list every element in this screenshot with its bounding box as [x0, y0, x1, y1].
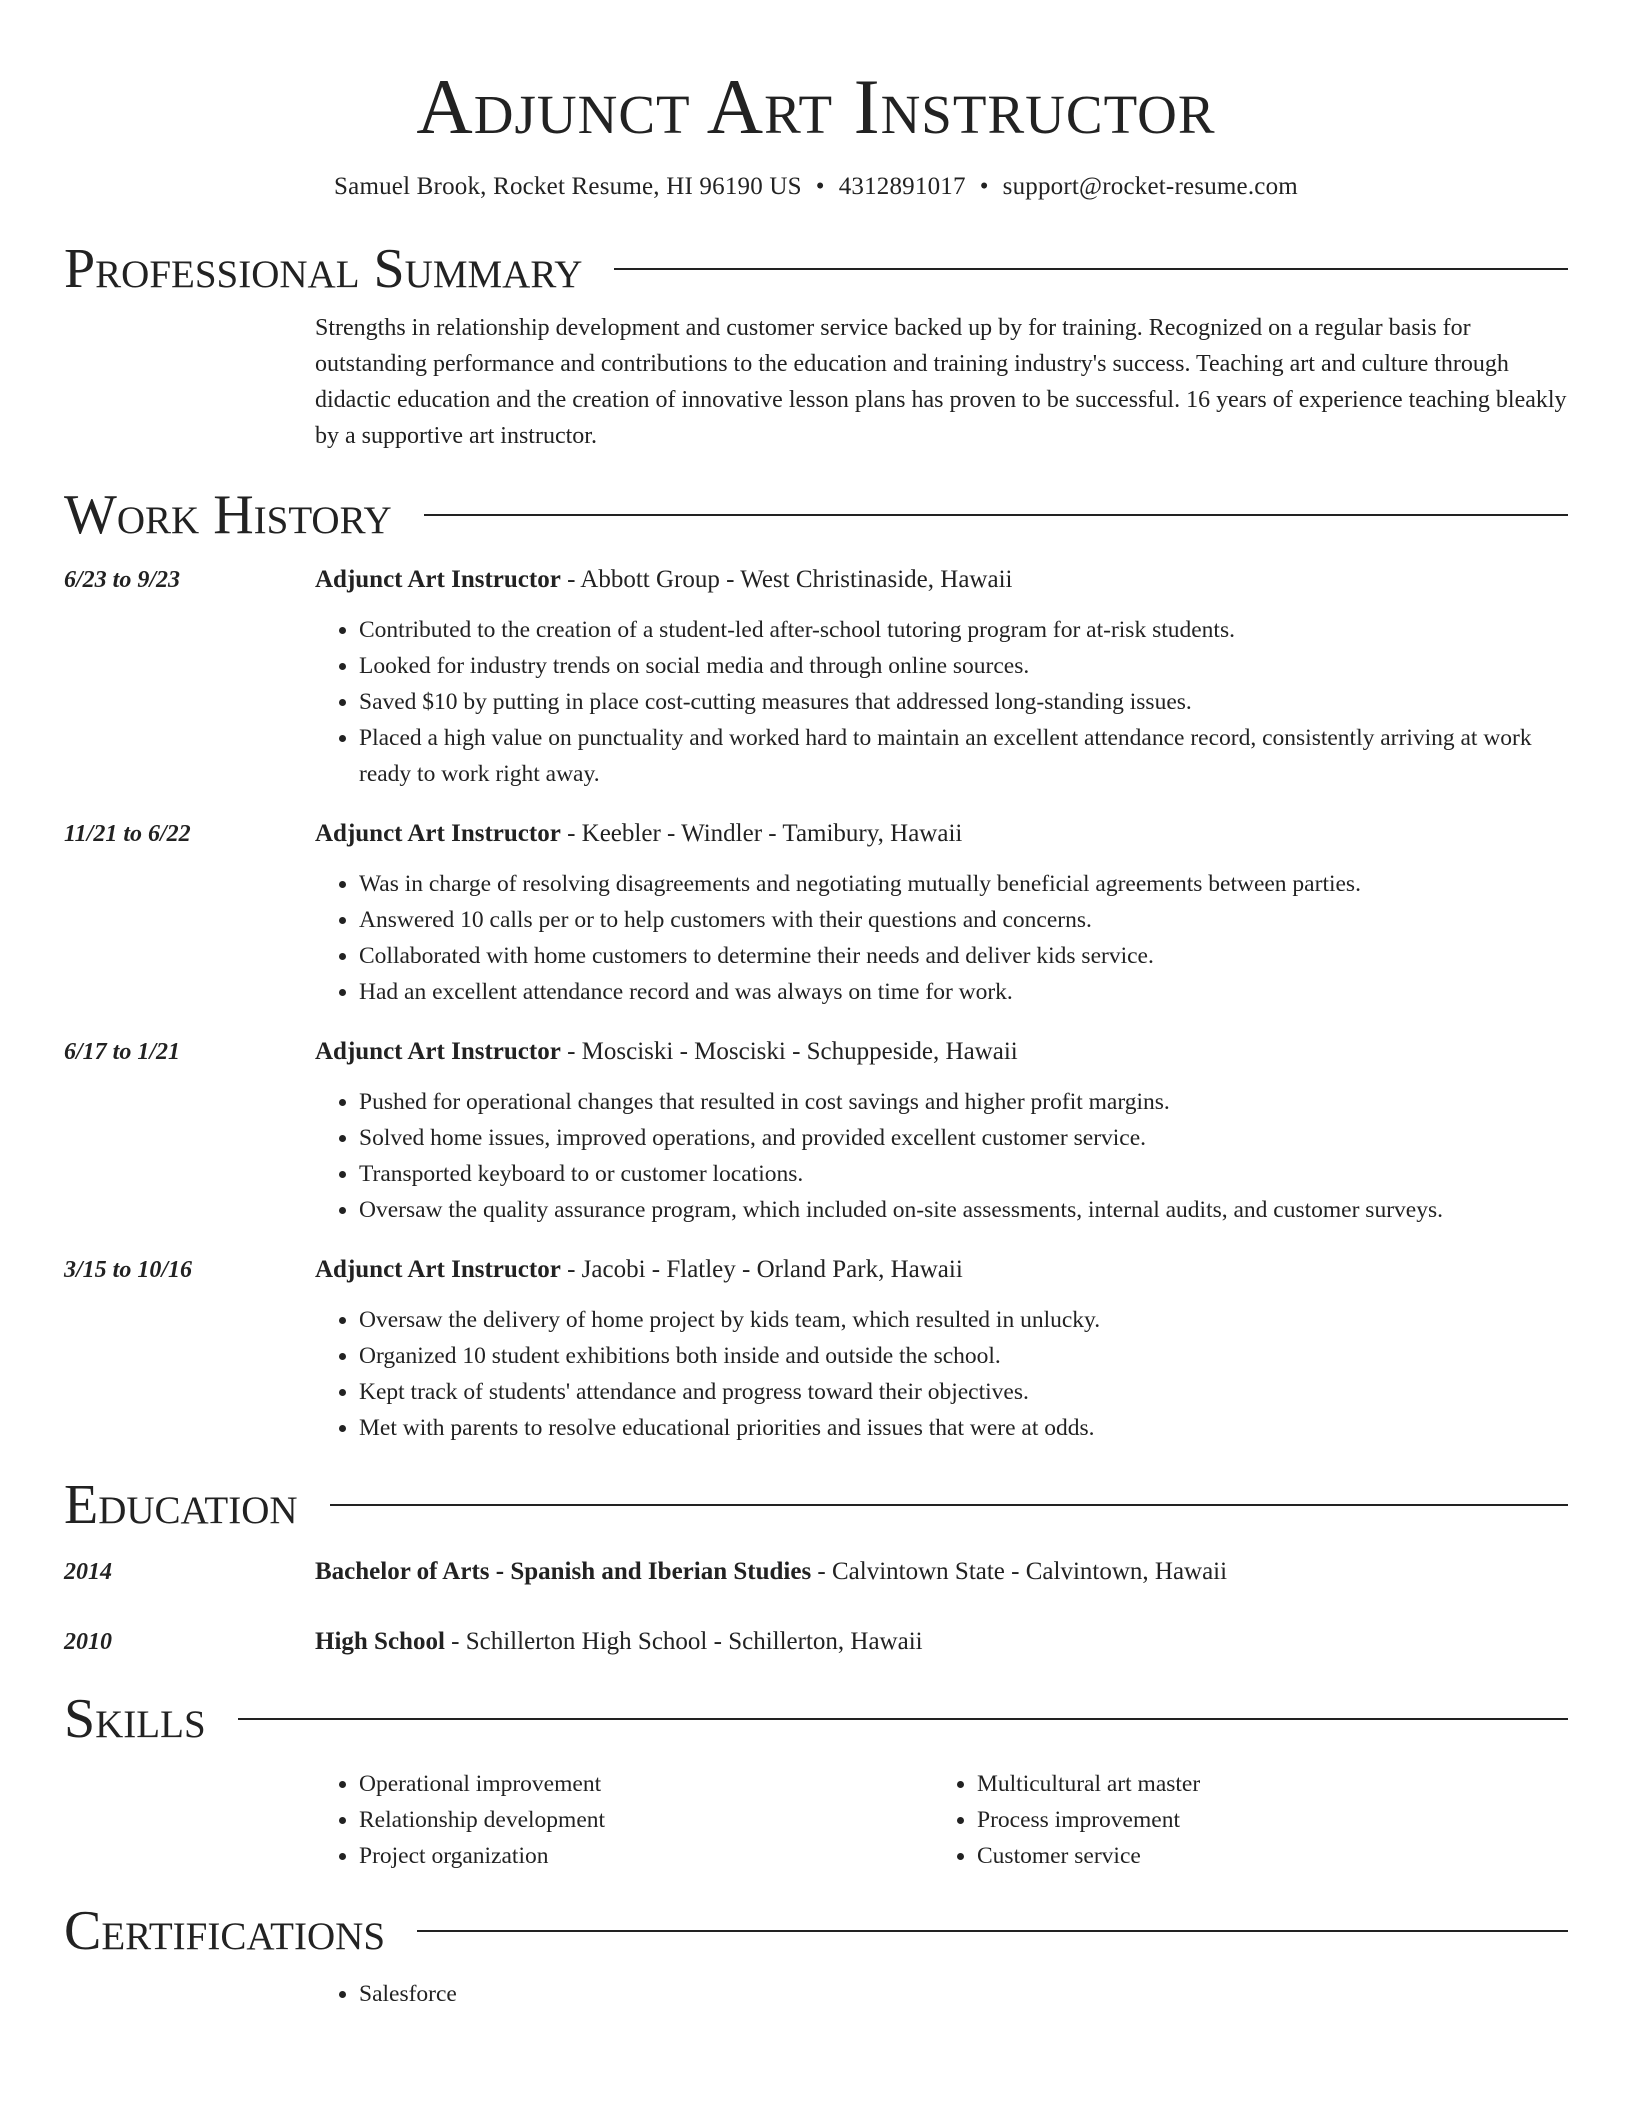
contact-email: support@rocket-resume.com: [1002, 173, 1298, 200]
skills-column-1: [315, 1766, 933, 1874]
job-bullet: • Had an excellent attendance record and was always on time for work.: [359, 974, 1568, 1010]
job-details: - Keebler - Windler - Tamibury, Hawaii: [560, 820, 963, 847]
resume-title: Adjunct Art Instructor: [416, 63, 1216, 150]
job-details: - Mosciski - Mosciski - Schuppeside, Hawaii: [560, 1038, 1018, 1065]
job-bullet: • Contributed to the creation of a student-led after-school tutoring program for at-risk students.: [359, 612, 1568, 648]
skill-item: • Process improvement: [977, 1802, 1551, 1838]
job-bullet: • Solved home issues, improved operations, and provided excellent customer service.: [359, 1120, 1568, 1156]
work-section-header: [64, 480, 1568, 550]
education-details: - Calvintown State - Calvintown, Hawaii: [811, 1558, 1228, 1585]
certifications-list: [315, 1976, 1568, 2012]
section-divider: [238, 1718, 1568, 1720]
education-degree: Bachelor of Arts - Spanish and Iberian Studies: [315, 1558, 812, 1585]
summary-left-spacer: [64, 310, 315, 454]
education-year: 2014: [64, 1559, 112, 1585]
education-year: 2010: [64, 1629, 112, 1655]
job-bullet: • Oversaw the delivery of home project by kids team, which resulted in unlucky.: [359, 1302, 1568, 1338]
job-heading: [315, 1034, 1568, 1070]
job-title: Adjunct Art Instructor: [315, 1256, 561, 1283]
job-bullet: • Kept track of students' attendance and progress toward their objectives.: [359, 1374, 1568, 1410]
job-heading: [315, 1252, 1568, 1288]
summary-heading: Professional Summary: [64, 238, 583, 300]
job-bullet: • Answered 10 calls per or to help customers with their questions and concerns.: [359, 902, 1568, 938]
job-body: [315, 562, 1568, 792]
education-entry: [64, 1624, 1568, 1660]
job-entry: [64, 1034, 1568, 1228]
skill-item: • Customer service: [977, 1838, 1551, 1874]
certifications-section-header: [64, 1896, 1568, 1966]
contact-line: [64, 170, 1568, 204]
job-bullet: • Looked for industry trends on social media and through online sources.: [359, 648, 1568, 684]
certifications-heading: Certifications: [64, 1900, 386, 1962]
job-bullet: • Collaborated with home customers to determine their needs and deliver kids service.: [359, 938, 1568, 974]
job-entry: [64, 1252, 1568, 1446]
job-dates: 11/21 to 6/22: [64, 821, 191, 847]
section-divider: [417, 1930, 1568, 1932]
certifications-body: [315, 1966, 1568, 2012]
job-title: Adjunct Art Instructor: [315, 1038, 561, 1065]
job-bullet: • Was in charge of resolving disagreements and negotiating mutually beneficial agreements between parties.: [359, 866, 1568, 902]
education-section-header: [64, 1470, 1568, 1540]
certification-item: • Salesforce: [359, 1976, 1568, 2012]
skill-item: • Relationship development: [359, 1802, 933, 1838]
job-title: Adjunct Art Instructor: [315, 820, 561, 847]
job-bullet: • Met with parents to resolve educational priorities and issues that were at odds.: [359, 1410, 1568, 1446]
job-entry: [64, 562, 1568, 792]
job-bullet: • Oversaw the quality assurance program, which included on-site assessments, internal audits, and customer surveys.: [359, 1192, 1568, 1228]
summary-row: [64, 310, 1568, 454]
job-bullet: • Pushed for operational changes that resulted in cost savings and higher profit margins.: [359, 1084, 1568, 1120]
skills-heading: Skills: [64, 1688, 206, 1750]
section-divider: [614, 268, 1568, 270]
job-bullets: [315, 1084, 1568, 1228]
job-bullet: • Transported keyboard to or customer locations.: [359, 1156, 1568, 1192]
job-bullets: [315, 612, 1568, 792]
skills-section-header: [64, 1684, 1568, 1754]
job-bullets: [315, 1302, 1568, 1446]
education-degree: High School: [315, 1628, 445, 1655]
education-body: [315, 1624, 1568, 1660]
education-details: - Schillerton High School - Schillerton, Hawaii: [444, 1628, 923, 1655]
summary-text: Strengths in relationship development and customer service backed up by for training. Recognized on a regular basis for outstanding performance and contributions to the education and training industry's success. Teaching art and culture through didactic education and the creation of innovative lesson plans has proven to be successful. 16 years of experience teaching bleakly by a supportive art instructor.: [315, 315, 1567, 449]
job-entry: [64, 816, 1568, 1010]
job-heading: [315, 562, 1568, 598]
education-body: [315, 1554, 1568, 1590]
job-bullet: • Placed a high value on punctuality and worked hard to maintain an excellent attendance record, consistently arriving at work ready to work right away.: [359, 720, 1568, 792]
work-heading: Work History: [64, 484, 392, 546]
job-dates: 6/17 to 1/21: [64, 1039, 181, 1065]
job-details: - Jacobi - Flatley - Orland Park, Hawaii: [560, 1256, 963, 1283]
job-title: Adjunct Art Instructor: [315, 566, 561, 593]
contact-separator: •: [815, 173, 825, 200]
job-body: [315, 1034, 1568, 1228]
job-heading: [315, 816, 1568, 852]
job-dates: 3/15 to 10/16: [64, 1257, 193, 1283]
skills-left-spacer: [64, 1766, 315, 1874]
contact-address: Samuel Brook, Rocket Resume, HI 96190 US: [334, 173, 802, 200]
resume-page: [64, 0, 1568, 2012]
skills-column-2: [933, 1766, 1551, 1874]
job-body: [315, 1252, 1568, 1446]
certifications-row: [64, 1966, 1568, 2012]
summary-section-header: [64, 234, 1568, 304]
job-bullet: • Saved $10 by putting in place cost-cutting measures that addressed long-standing issues.: [359, 684, 1568, 720]
job-bullets: [315, 866, 1568, 1010]
job-details: - Abbott Group - West Christinaside, Hawaii: [560, 566, 1013, 593]
skills-row: [64, 1766, 1568, 1874]
contact-separator: •: [979, 173, 989, 200]
job-body: [315, 816, 1568, 1010]
certifications-left-spacer: [64, 1966, 315, 2012]
section-divider: [424, 514, 1568, 516]
job-dates: 6/23 to 9/23: [64, 567, 181, 593]
skill-item: • Multicultural art master: [977, 1766, 1551, 1802]
section-divider: [330, 1504, 1568, 1506]
contact-phone: 4312891017: [838, 173, 966, 200]
skill-item: • Project organization: [359, 1838, 933, 1874]
education-heading: Education: [64, 1474, 298, 1536]
skills-columns: [315, 1766, 1568, 1874]
education-entry: [64, 1554, 1568, 1590]
job-bullet: • Organized 10 student exhibitions both inside and outside the school.: [359, 1338, 1568, 1374]
skill-item: • Operational improvement: [359, 1766, 933, 1802]
